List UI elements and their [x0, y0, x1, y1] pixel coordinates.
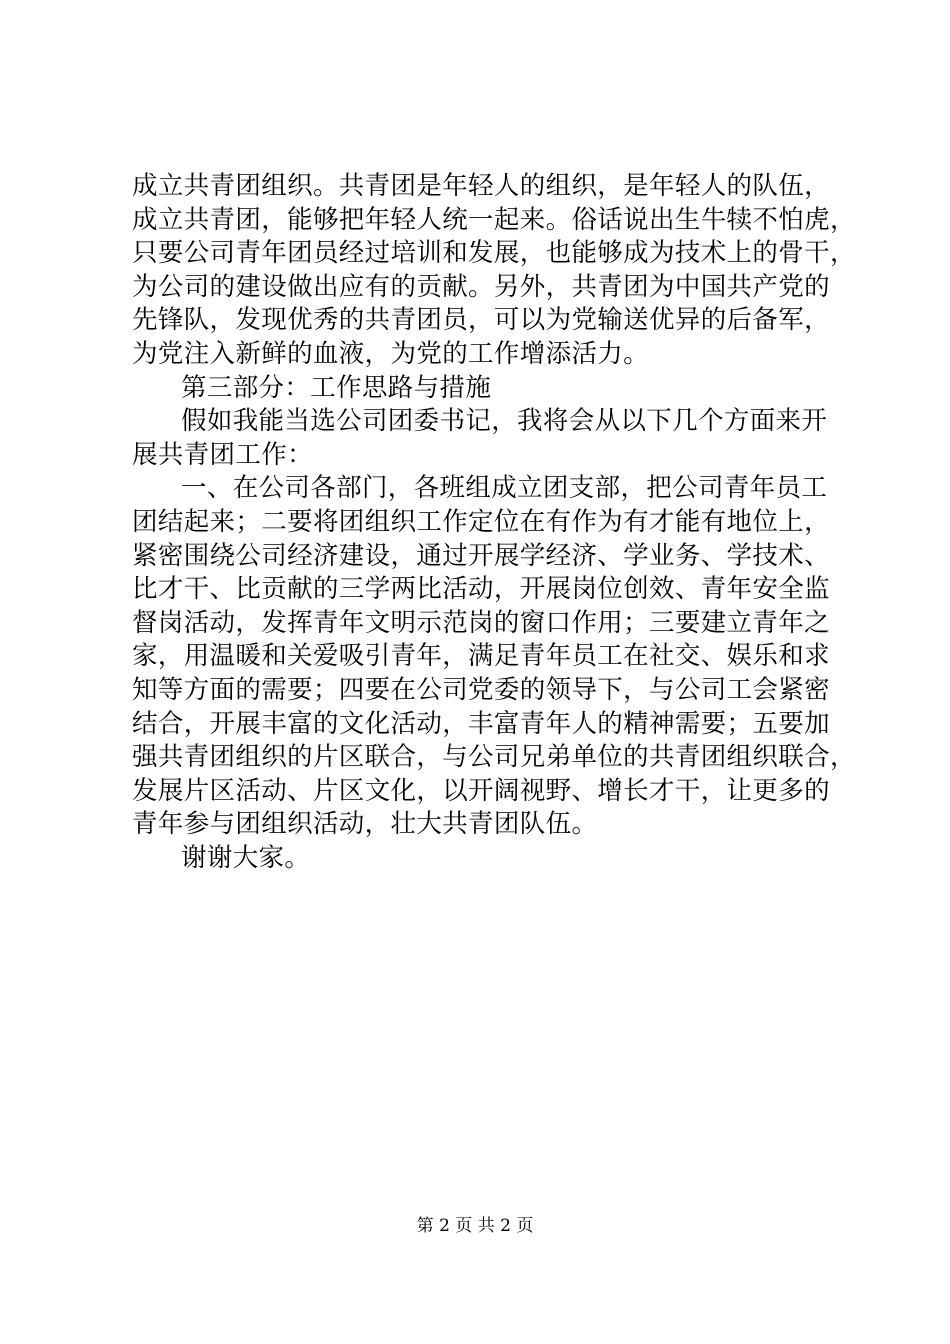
text-line: 强共青团组织的片区联合，与公司兄弟单位的共青团组织联合，: [132, 742, 856, 773]
text-line: 为公司的建设做出应有的贡献。另外，共青团为中国共产党的: [132, 271, 830, 302]
text-line: 团结起来；二要将团组织工作定位在有作为有才能有地位上，: [132, 506, 830, 537]
text-line: 先锋队，发现优秀的共青团员，可以为党输送优异的后备军，: [132, 305, 830, 336]
text-line: 只要公司青年团员经过培训和发展，也能够成为技术上的骨干，: [132, 238, 856, 269]
text-line: 成立共青团组织。共青团是年轻人的组织，是年轻人的队伍，: [132, 171, 830, 201]
text-line: 知等方面的需要；四要在公司党委的领导下，与公司工会紧密: [132, 674, 830, 705]
text-line: 结合，开展丰富的文化活动，丰富青年人的精神需要；五要加: [132, 708, 830, 739]
text-line: 家，用温暖和关爱吸引青年，满足青年员工在社交、娱乐和求: [132, 641, 830, 672]
page-number-footer: 第 2 页 共 2 页: [416, 1216, 534, 1236]
text-line: 青年参与团组织活动，壮大共青团队伍。: [132, 809, 598, 840]
text-line: 紧密围绕公司经济建设，通过开展学经济、学业务、学技术、: [132, 540, 830, 571]
text-line: 展共青团工作：: [132, 439, 313, 470]
text-line: 发展片区活动、片区文化，以开阔视野、增长才干，让更多的: [132, 775, 830, 806]
text-line: 假如我能当选公司团委书记，我将会从以下几个方面来开: [181, 406, 828, 437]
closing-line: 谢谢大家。: [181, 842, 311, 873]
text-line: 比才干、比贡献的三学两比活动，开展岗位创效、青年安全监: [132, 574, 830, 605]
text-line: 成立共青团，能够把年轻人统一起来。俗话说出生牛犊不怕虎，: [132, 204, 856, 235]
text-line: 督岗活动，发挥青年文明示范岗的窗口作用；三要建立青年之: [132, 607, 830, 638]
text-line: 一、在公司各部门，各班组成立团支部，把公司青年员工: [181, 473, 828, 504]
section-heading: 第三部分：工作思路与措施: [181, 372, 492, 403]
text-line: 为党注入新鲜的血液，为党的工作增添活力。: [132, 338, 650, 369]
body-text: [132, 170, 856, 875]
